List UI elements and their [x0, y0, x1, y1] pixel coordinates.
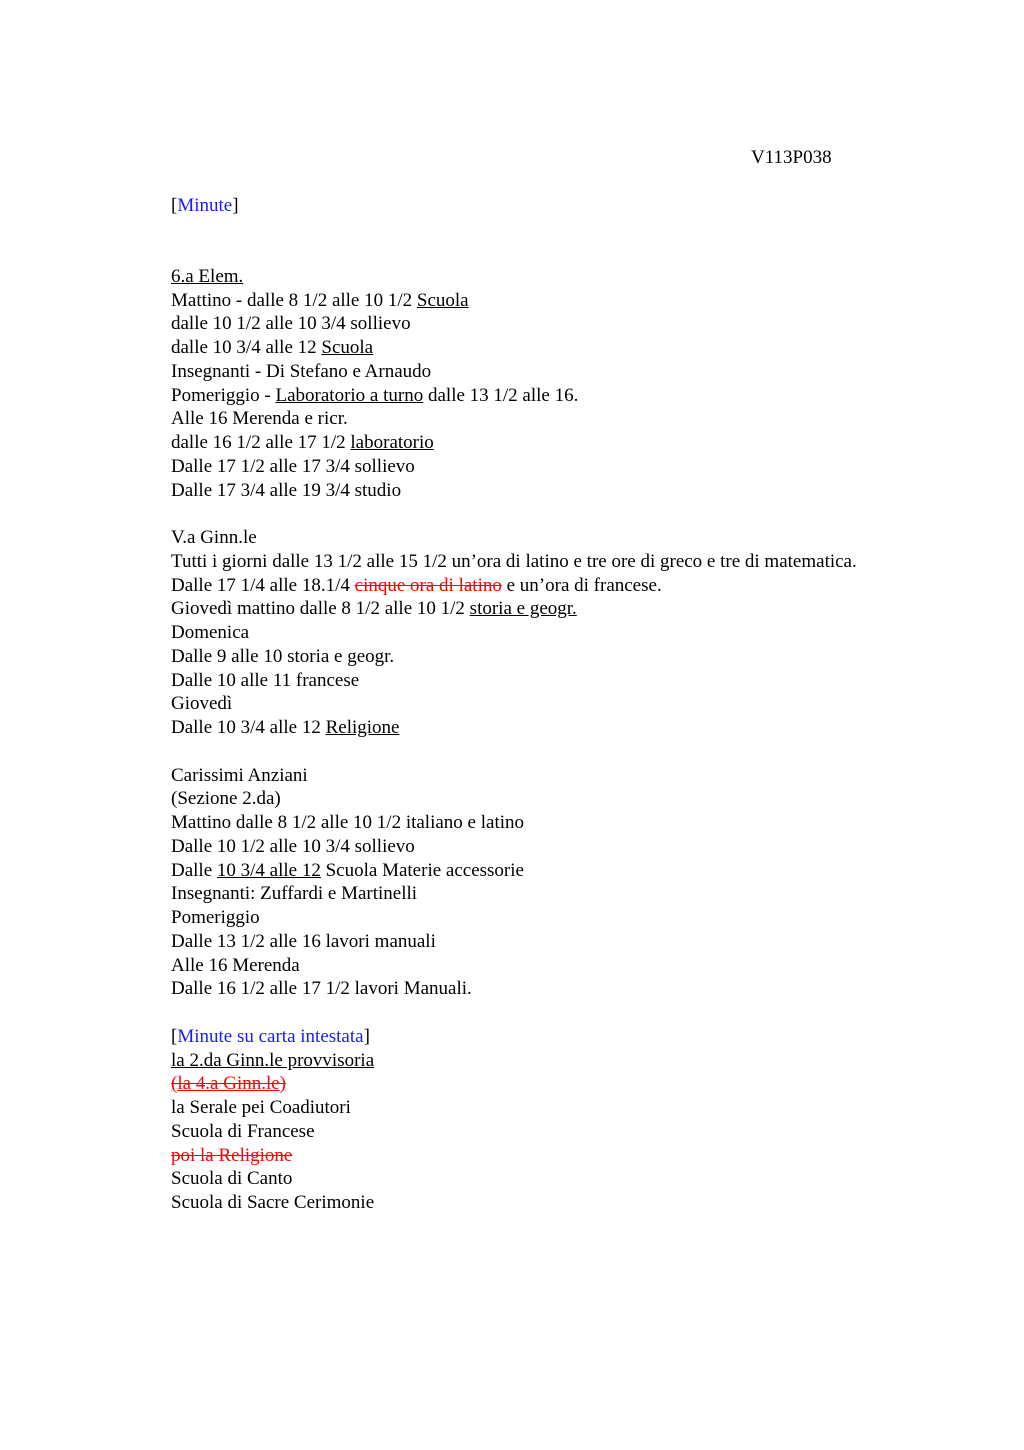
minute-tag — [171, 195, 239, 217]
bracket-close: ] — [232, 195, 239, 216]
line-text: dalle 13 1/2 alle 16. — [423, 385, 579, 406]
page-id: V113P038 — [751, 147, 832, 168]
list-line: Scuola di Francese — [171, 1121, 315, 1142]
underlined-text: Scuola — [416, 290, 469, 311]
schedule-line: Dalle 16 1/2 alle 17 1/2 lavori Manuali. — [171, 978, 472, 999]
underlined-text: laboratorio — [350, 432, 434, 453]
line-text: Mattino - dalle 8 1/2 alle 10 1/2 — [171, 290, 417, 311]
schedule-line — [171, 717, 400, 739]
schedule-line: Dalle 9 alle 10 storia e geogr. — [171, 646, 395, 667]
schedule-line — [171, 385, 578, 407]
bracket-open: [ — [171, 1026, 178, 1047]
schedule-line — [171, 575, 662, 597]
deleted-line: poi la Religione — [171, 1145, 293, 1166]
schedule-line — [171, 860, 524, 882]
minute-label: Minute — [177, 195, 233, 216]
schedule-line: Dalle 17 3/4 alle 19 3/4 studio — [171, 480, 402, 501]
line-text: e un’ora di francese. — [501, 575, 662, 596]
schedule-line: Dalle 13 1/2 alle 16 lavori manuali — [171, 931, 436, 952]
section-title-6a-elem: 6.a Elem. — [171, 266, 244, 287]
minute-letterhead-tag — [171, 1026, 370, 1048]
schedule-line: Insegnanti - Di Stefano e Arnaudo — [171, 361, 432, 382]
underlined-text: Scuola — [321, 337, 374, 358]
underlined-text: Laboratorio a turno — [275, 385, 424, 406]
schedule-line: (Sezione 2.da) — [171, 788, 281, 809]
list-line: la Serale pei Coadiutori — [171, 1097, 351, 1118]
line-text: Giovedì mattino dalle 8 1/2 alle 10 1/2 — [171, 598, 470, 619]
underlined-text: Religione — [325, 717, 400, 738]
list-line: Scuola di Sacre Cerimonie — [171, 1192, 375, 1213]
line-text: Dalle — [171, 860, 217, 881]
schedule-line — [171, 598, 577, 620]
minute-letterhead-label: Minute su carta intestata — [177, 1026, 364, 1047]
schedule-line: Dalle 10 1/2 alle 10 3/4 sollievo — [171, 836, 415, 857]
schedule-line: Domenica — [171, 622, 250, 643]
bracket-close: ] — [363, 1026, 370, 1047]
section-title-va-ginnle: V.a Ginn.le — [171, 527, 257, 548]
schedule-line: Dalle 10 alle 11 francese — [171, 670, 360, 691]
line-text: dalle 10 3/4 alle 12 — [171, 337, 322, 358]
deleted-line: (la 4.a Ginn.le) — [171, 1073, 287, 1094]
list-line: la 2.da Ginn.le provvisoria — [171, 1050, 375, 1071]
schedule-line: Dalle 17 1/2 alle 17 3/4 sollievo — [171, 456, 415, 477]
schedule-line: Insegnanti: Zuffardi e Martinelli — [171, 883, 418, 904]
underlined-text: 10 3/4 alle 12 — [216, 860, 321, 881]
schedule-line — [171, 432, 434, 454]
schedule-line: Pomeriggio — [171, 907, 260, 928]
schedule-line: Tutti i giorni dalle 13 1/2 alle 15 1/2 un’ora di latino e tre ore di greco e tre di matematica. — [171, 551, 857, 572]
line-text: Dalle 10 3/4 alle 12 — [171, 717, 326, 738]
line-text: Dalle 17 1/4 alle 18.1/4 — [171, 575, 355, 596]
schedule-line — [171, 290, 469, 312]
schedule-line: Mattino dalle 8 1/2 alle 10 1/2 italiano e latino — [171, 812, 525, 833]
schedule-line: Giovedì — [171, 693, 233, 714]
list-line: Scuola di Canto — [171, 1168, 293, 1189]
deleted-text: cinque ora di latino — [354, 575, 502, 596]
underlined-text: storia e geogr. — [469, 598, 577, 619]
schedule-line: dalle 10 1/2 alle 10 3/4 sollievo — [171, 313, 411, 334]
line-text: dalle 16 1/2 alle 17 1/2 — [171, 432, 351, 453]
bracket-open: [ — [171, 195, 178, 216]
schedule-line — [171, 337, 373, 359]
line-text: Scuola Materie accessorie — [320, 860, 524, 881]
schedule-line: Alle 16 Merenda e ricr. — [171, 408, 348, 429]
section-title-carissimi-anziani: Carissimi Anziani — [171, 765, 308, 786]
schedule-line: Alle 16 Merenda — [171, 955, 300, 976]
line-text: Pomeriggio - — [171, 385, 276, 406]
